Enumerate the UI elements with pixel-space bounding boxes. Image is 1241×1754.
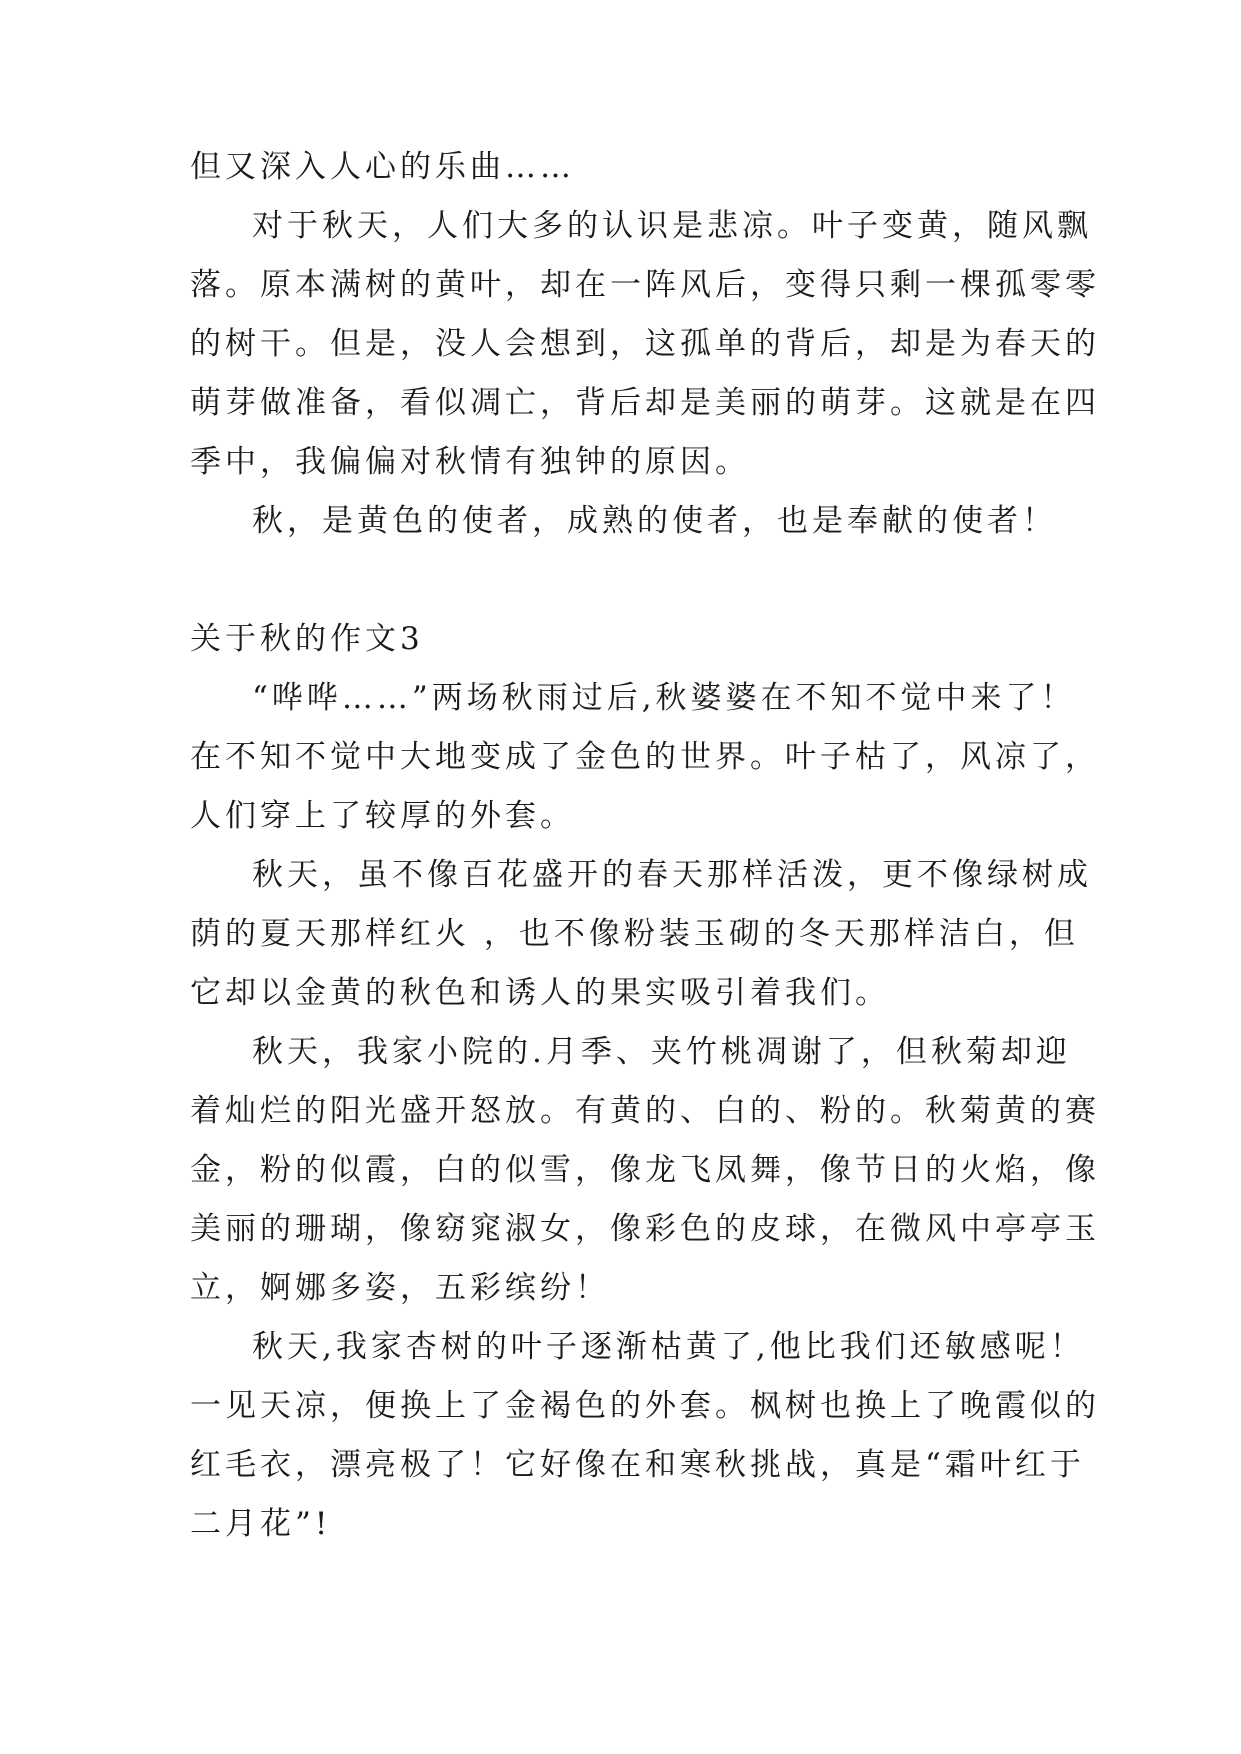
text-line: 落。原本满树的黄叶，却在一阵风后，变得只剩一棵孤零零 — [190, 267, 1100, 303]
text-line: 一见天凉，便换上了金褐色的外套。枫树也换上了晚霞似的 — [190, 1388, 1100, 1424]
text-line: 的树干。但是，没人会想到，这孤单的背后，却是为春天的 — [190, 326, 1100, 362]
text-line: 立，婀娜多姿，五彩缤纷！ — [190, 1270, 610, 1306]
text-line: 但又深入人心的乐曲…… — [190, 149, 575, 185]
paragraph-start-line: “哗哗……”两场秋雨过后,秋婆婆在不知不觉中来了！ — [252, 680, 1076, 716]
paragraph-start-line: 秋天，我家小院的.月季、夹竹桃凋谢了，但秋菊却迎 — [252, 1034, 1071, 1070]
paragraph-start-line: 秋天,我家杏树的叶子逐渐枯黄了,他比我们还敏感呢！ — [252, 1329, 1085, 1365]
text-line: 美丽的珊瑚，像窈窕淑女，像彩色的皮球，在微风中亭亭玉 — [190, 1211, 1100, 1247]
text-line: 人们穿上了较厚的外套。 — [190, 798, 575, 834]
text-line: 季中，我偏偏对秋情有独钟的原因。 — [190, 444, 750, 480]
text-line: 红毛衣，漂亮极了！它好像在和寒秋挑战，真是“霜叶红于 — [190, 1447, 1085, 1483]
text-line: 着灿烂的阳光盛开怒放。有黄的、白的、粉的。秋菊黄的赛 — [190, 1093, 1100, 1129]
text-line: 二月花”! — [190, 1506, 332, 1542]
text-line: 它却以金黄的秋色和诱人的果实吸引着我们。 — [190, 975, 890, 1011]
text-line: 萌芽做准备，看似凋亡，背后却是美丽的萌芽。这就是在四 — [190, 385, 1100, 421]
document-body — [190, 138, 1100, 1554]
text-line: 荫的夏天那样红火 ，也不像粉装玉砌的冬天那样洁白，但 — [190, 916, 1079, 952]
paragraph-start-line: 秋，是黄色的使者，成熟的使者，也是奉献的使者！ — [252, 503, 1057, 539]
paragraph-start-line: 对于秋天，人们大多的认识是悲凉。叶子变黄，随风飘 — [252, 208, 1092, 244]
paragraph-start-line: 秋天，虽不像百花盛开的春天那样活泼，更不像绿树成 — [252, 857, 1092, 893]
text-line: 在不知不觉中大地变成了金色的世界。叶子枯了，风凉了， — [190, 739, 1100, 775]
text-line: 金，粉的似霞，白的似雪，像龙飞凤舞，像节日的火焰，像 — [190, 1152, 1100, 1188]
section-heading: 关于秋的作文3 — [190, 621, 424, 657]
blank-line — [190, 551, 1050, 610]
